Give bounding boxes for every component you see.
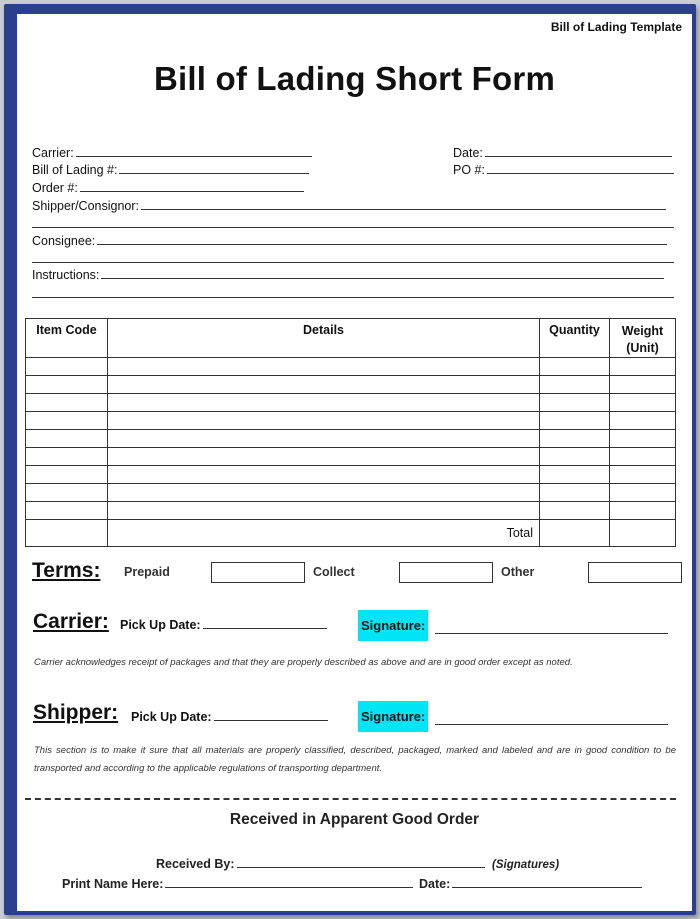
carrier-note: Carrier acknowledges receipt of packages and that they are properly described as above and are in good order except as noted.: [34, 657, 573, 668]
shipper-pickup-label: Pick Up Date:: [131, 710, 212, 724]
details-header: Details: [108, 319, 540, 358]
instructions-field[interactable]: [32, 268, 664, 282]
bill-of-lading-label: Bill of Lading #:: [32, 163, 118, 177]
consignee-label: Consignee:: [32, 234, 96, 248]
form-title: Bill of Lading Short Form: [154, 60, 555, 97]
received-date-label: Date:: [419, 877, 451, 891]
carrier-section-label: Carrier:: [33, 610, 109, 633]
shipper-section-label: Shipper:: [33, 701, 119, 724]
order-field[interactable]: [32, 181, 304, 195]
carrier-pickup-field[interactable]: [120, 618, 327, 632]
form-page: [17, 14, 692, 911]
template-label: Bill of Lading Template: [550, 20, 682, 34]
weight-header: Weight (Unit): [610, 319, 676, 358]
carrier-field[interactable]: [32, 146, 312, 160]
date-line[interactable]: [485, 146, 672, 157]
total-row: [26, 520, 676, 547]
document-frame: [4, 4, 696, 915]
cut-line-divider: [25, 798, 676, 800]
shipper-pickup-field[interactable]: [131, 710, 328, 724]
carrier-label: Carrier:: [32, 146, 74, 160]
shipper-signature-line[interactable]: [435, 724, 668, 725]
table-row[interactable]: [26, 376, 676, 394]
prepaid-label: Prepaid: [124, 565, 170, 579]
shipper-consignor-line[interactable]: [141, 199, 666, 210]
prepaid-box[interactable]: [211, 562, 305, 583]
shipper-pickup-line[interactable]: [214, 710, 328, 721]
received-date-line[interactable]: [452, 877, 642, 888]
carrier-signature-line[interactable]: [435, 633, 668, 634]
shipper-signature-label: Signature:: [358, 701, 428, 732]
items-table: [25, 318, 676, 547]
po-line[interactable]: [487, 163, 674, 174]
print-name-field[interactable]: [62, 877, 413, 891]
print-name-line[interactable]: [165, 877, 413, 888]
print-name-label: Print Name Here:: [62, 877, 164, 891]
consignee-line-2[interactable]: [32, 262, 674, 263]
other-label: Other: [501, 565, 535, 579]
shipper-consignor-label: Shipper/Consignor:: [32, 199, 140, 213]
instructions-label: Instructions:: [32, 268, 100, 282]
po-label: PO #:: [453, 163, 485, 177]
total-weight-cell[interactable]: [610, 520, 676, 547]
date-label: Date:: [453, 146, 483, 160]
shipper-consignor-line-2[interactable]: [32, 227, 674, 228]
order-label: Order #:: [32, 181, 78, 195]
received-by-label: Received By:: [156, 857, 235, 871]
bill-of-lading-line[interactable]: [119, 163, 309, 174]
shipper-note: This section is to make it sure that all materials are properly classified, described, packaged, marked and labeled and are in good condition to be transported and according to the applicable regulations of transporting department.: [34, 745, 676, 774]
table-row[interactable]: [26, 484, 676, 502]
item-code-header: Item Code: [26, 319, 108, 358]
table-row[interactable]: [26, 430, 676, 448]
bill-of-lading-field[interactable]: [32, 163, 309, 177]
received-date-field[interactable]: [419, 877, 642, 891]
order-line[interactable]: [80, 181, 304, 192]
carrier-signature-label: Signature:: [358, 610, 428, 641]
received-by-line[interactable]: [237, 857, 485, 868]
other-box[interactable]: [588, 562, 682, 583]
total-label: Total: [108, 520, 540, 547]
table-row[interactable]: [26, 394, 676, 412]
collect-label: Collect: [313, 565, 355, 579]
total-quantity-cell[interactable]: [540, 520, 610, 547]
shipper-consignor-field[interactable]: [32, 199, 666, 213]
table-row[interactable]: [26, 466, 676, 484]
received-by-field[interactable]: [156, 857, 559, 871]
received-heading: Received in Apparent Good Order: [229, 811, 480, 828]
date-field[interactable]: [453, 146, 672, 160]
signatures-note: (Signatures): [492, 859, 560, 871]
consignee-field[interactable]: [32, 234, 667, 248]
table-row[interactable]: [26, 412, 676, 430]
collect-box[interactable]: [399, 562, 493, 583]
instructions-line[interactable]: [101, 268, 664, 279]
carrier-pickup-label: Pick Up Date:: [120, 618, 201, 632]
po-field[interactable]: [453, 163, 674, 177]
consignee-line[interactable]: [97, 234, 667, 245]
table-row[interactable]: [26, 502, 676, 520]
quantity-header: Quantity: [540, 319, 610, 358]
carrier-line[interactable]: [76, 146, 312, 157]
terms-label: Terms:: [32, 559, 101, 582]
instructions-line-2[interactable]: [32, 297, 674, 298]
carrier-pickup-line[interactable]: [203, 618, 327, 629]
table-row[interactable]: [26, 448, 676, 466]
table-row[interactable]: [26, 358, 676, 376]
